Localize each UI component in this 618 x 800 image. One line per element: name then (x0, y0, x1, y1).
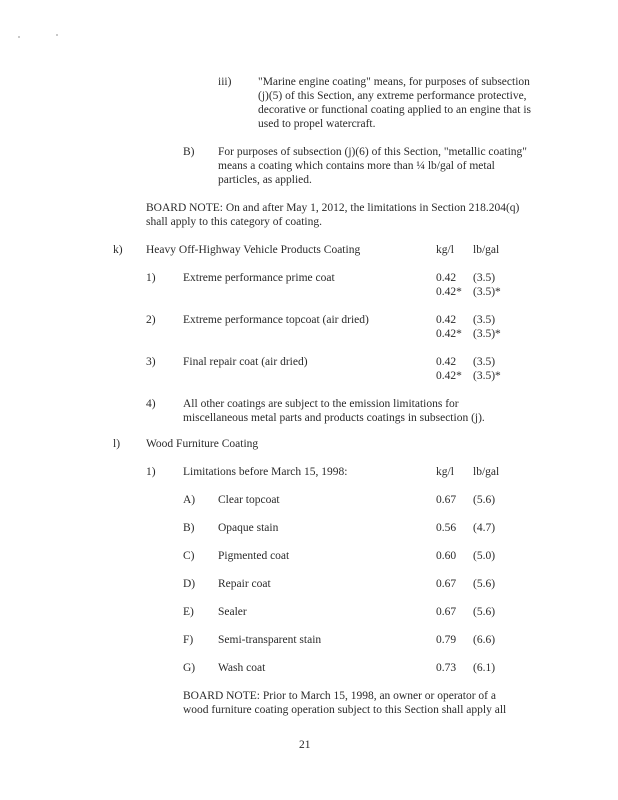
l-row-f-lb: (6.6) (473, 634, 496, 646)
k-item-3-num: 3) (146, 356, 156, 368)
board-note-1-line-2: shall apply to this category of coating. (146, 216, 322, 228)
k-item-3-lb-1: (3.5) (473, 356, 496, 368)
l-row-f-letter: F) (183, 634, 194, 646)
k-item-2-kg-1: 0.42 (436, 314, 457, 326)
l-sub-1-text: Limitations before March 15, 1998: (183, 466, 348, 478)
l-row-g-letter: G) (183, 662, 196, 674)
k-item-1-lb-2: (3.5)* (473, 286, 501, 298)
l-row-a-kg: 0.67 (436, 494, 457, 506)
l-row-e-lb: (5.6) (473, 606, 496, 618)
l-row-a-text: Clear topcoat (218, 494, 280, 506)
l-row-d-lb: (5.6) (473, 578, 496, 590)
l-row-b-kg: 0.56 (436, 522, 457, 534)
item-b-line-2: means a coating which contains more than ¼ lb/gal of metal (218, 160, 495, 172)
k-item-2-num: 2) (146, 314, 156, 326)
l-row-g-text: Wash coat (218, 662, 266, 674)
page-number: 21 (299, 739, 311, 751)
k-item-2-lb-1: (3.5) (473, 314, 496, 326)
k-item-4-line-1: All other coatings are subject to the emission limitations for (183, 398, 459, 410)
k-item-3-text: Final repair coat (air dried) (183, 356, 308, 368)
board-note-2-line-2: wood furniture coating operation subject to this Section shall apply all (183, 704, 507, 716)
board-note-1-line-1: BOARD NOTE: On and after May 1, 2012, the limitations in Section 218.204(q) (146, 202, 520, 214)
k-item-1-text: Extreme performance prime coat (183, 272, 335, 284)
item-iii-line-3: decorative or functional coating applied to an engine that is (258, 104, 532, 116)
section-k-unit-lb: lb/gal (473, 244, 500, 256)
l-row-f-kg: 0.79 (436, 634, 457, 646)
l-row-g-lb: (6.1) (473, 662, 496, 674)
l-sub-1-unit-lb: lb/gal (473, 466, 500, 478)
k-item-1-kg-2: 0.42* (436, 286, 462, 298)
l-row-d-kg: 0.67 (436, 578, 457, 590)
l-row-c-letter: C) (183, 550, 195, 562)
item-iii-line-1: "Marine engine coating" means, for purposes of subsection (258, 76, 530, 88)
item-iii-line-4: used to propel watercraft. (258, 118, 376, 130)
l-row-a-letter: A) (183, 494, 196, 506)
l-row-g-kg: 0.73 (436, 662, 457, 674)
l-row-d-text: Repair coat (218, 578, 271, 590)
section-l-label: l) (113, 438, 121, 450)
k-item-2-lb-2: (3.5)* (473, 328, 501, 340)
section-k-unit-kg: kg/l (436, 244, 454, 256)
k-item-1-kg-1: 0.42 (436, 272, 457, 284)
scan-speck (56, 34, 58, 36)
l-row-b-lb: (4.7) (473, 522, 496, 534)
k-item-1-num: 1) (146, 272, 156, 284)
l-row-d-letter: D) (183, 578, 196, 590)
k-item-4-num: 4) (146, 398, 156, 410)
k-item-4-line-2: miscellaneous metal parts and products coatings in subsection (j). (183, 412, 485, 424)
k-item-2-kg-2: 0.42* (436, 328, 462, 340)
l-row-b-text: Opaque stain (218, 522, 279, 534)
item-iii-line-2: (j)(5) of this Section, any extreme performance protective, (258, 90, 527, 102)
l-row-f-text: Semi-transparent stain (218, 634, 322, 646)
k-item-3-kg-1: 0.42 (436, 356, 457, 368)
l-sub-1-unit-kg: kg/l (436, 466, 454, 478)
l-row-e-text: Sealer (218, 606, 247, 618)
item-b-line-1: For purposes of subsection (j)(6) of this Section, "metallic coating" (218, 146, 527, 158)
item-b-label: B) (183, 146, 195, 158)
section-l-title: Wood Furniture Coating (146, 438, 259, 450)
l-row-c-kg: 0.60 (436, 550, 457, 562)
l-row-e-letter: E) (183, 606, 194, 618)
k-item-2-text: Extreme performance topcoat (air dried) (183, 314, 369, 326)
item-b-line-3: particles, as applied. (218, 174, 312, 186)
section-k-title: Heavy Off-Highway Vehicle Products Coating (146, 244, 361, 256)
k-item-3-lb-2: (3.5)* (473, 370, 501, 382)
section-k-label: k) (113, 244, 123, 256)
l-row-b-letter: B) (183, 522, 195, 534)
k-item-1-lb-1: (3.5) (473, 272, 496, 284)
scan-speck (18, 36, 20, 38)
l-sub-1-num: 1) (146, 466, 156, 478)
item-iii-label: iii) (218, 76, 232, 88)
l-row-c-lb: (5.0) (473, 550, 496, 562)
l-row-a-lb: (5.6) (473, 494, 496, 506)
k-item-3-kg-2: 0.42* (436, 370, 462, 382)
board-note-2-line-1: BOARD NOTE: Prior to March 15, 1998, an owner or operator of a (183, 690, 496, 702)
l-row-c-text: Pigmented coat (218, 550, 290, 562)
l-row-e-kg: 0.67 (436, 606, 457, 618)
